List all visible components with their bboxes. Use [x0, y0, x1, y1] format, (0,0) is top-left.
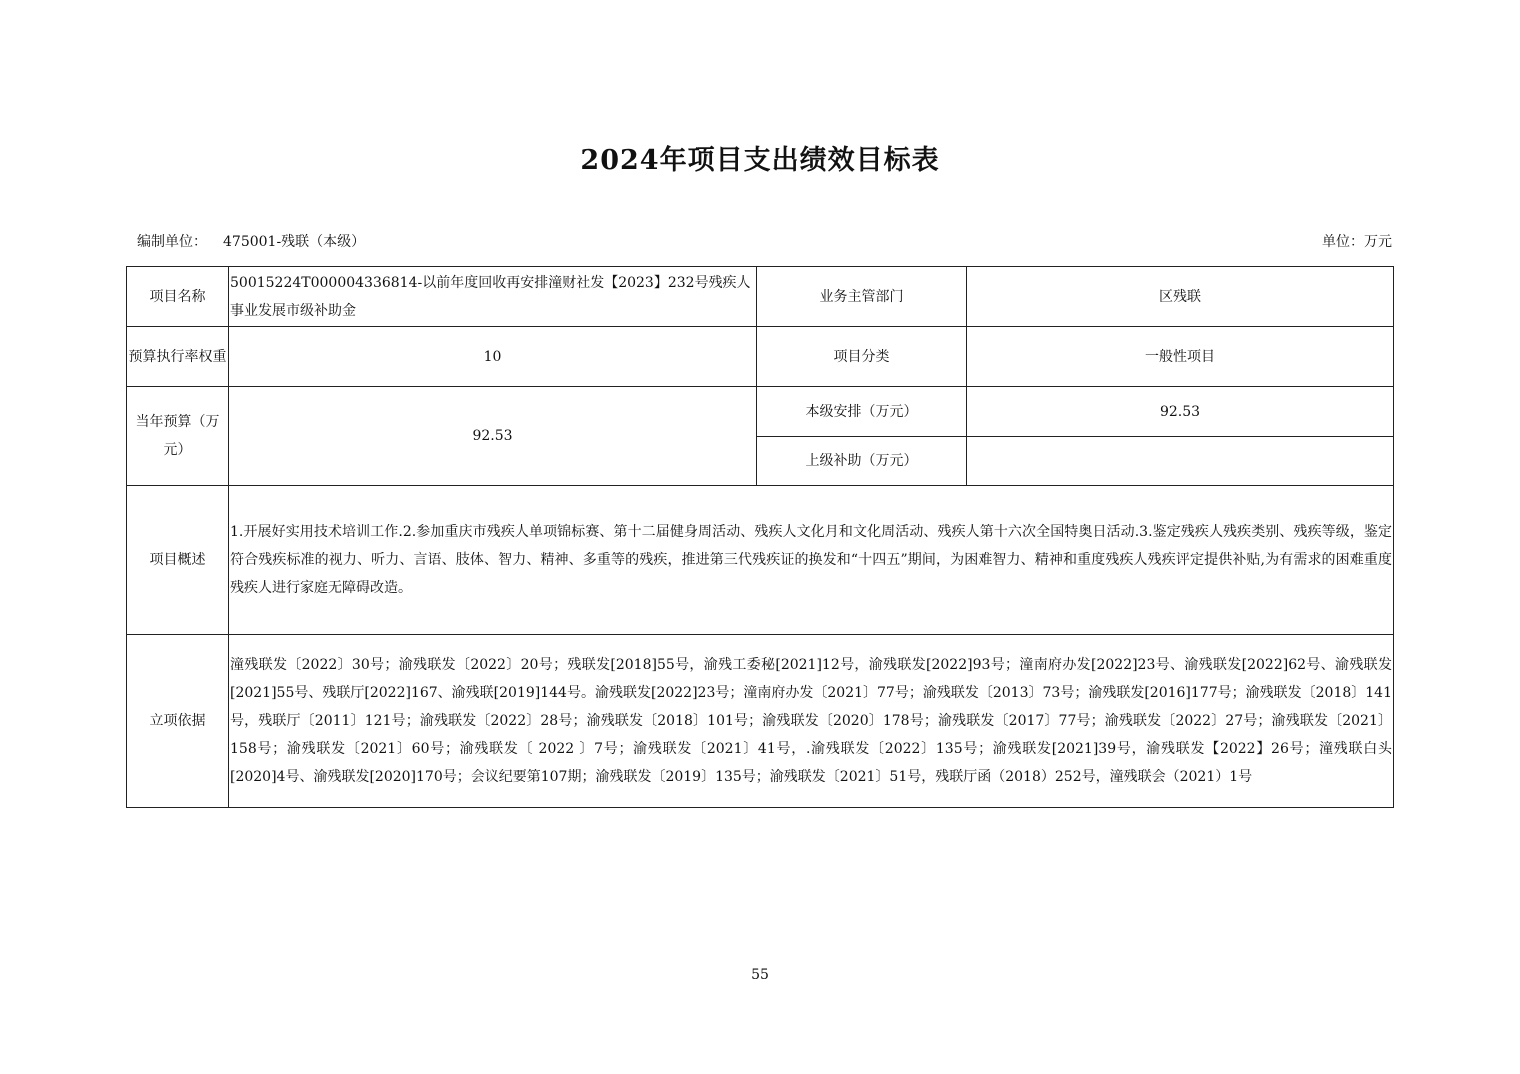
upper-subsidy-value	[967, 437, 1394, 486]
basis-value: 潼残联发〔2022〕30号；渝残联发〔2022〕20号；残联发[2018]55号，渝残工委秘[2021]12号，渝残联发[2022]93号；潼南府办发[2022]23号、渝残联发[2022]62号、渝残联发[2021]55号、残联厅[2022]167、渝残联[2019]144号。渝残联发[2022]23号；潼南府办发〔2021〕77号；渝残联发〔2013〕73号；渝残联发[2016]177号；渝残联发〔2018〕141号，残联厅〔2011〕121号；渝残联发〔2022〕28号；渝残联发〔2018〕101号；渝残联发〔2020〕178号；渝残联发〔2017〕77号；渝残联发〔2022〕27号；渝残联发〔2021〕158号；渝残联发〔2021〕60号；渝残联发〔 2022 〕7号；渝残联发〔2021〕41号，.渝残联发〔2022〕135号；渝残联发[2021]39号，渝残联发【2022】26号；潼残联白头[2020]4号、渝残联发[2020]170号；会议纪要第107期；渝残联发〔2019〕135号；渝残联发〔2021〕51号，残联厅函（2018）252号，潼残联会（2021）1号	[229, 635, 1394, 808]
table-row	[127, 635, 1394, 808]
local-arrangement-label: 本级安排（万元）	[757, 387, 967, 437]
table-row	[127, 486, 1394, 635]
currency-unit: 单位：万元	[1322, 234, 1392, 250]
project-name-label: 项目名称	[127, 267, 229, 327]
table-row	[127, 327, 1394, 387]
compiling-unit-label: 编制单位：	[137, 234, 207, 250]
compiling-unit	[137, 231, 365, 251]
weight-label: 预算执行率权重	[127, 327, 229, 387]
basis-label: 立项依据	[127, 635, 229, 808]
performance-table	[126, 266, 1394, 808]
overview-label: 项目概述	[127, 486, 229, 635]
page-title: 2024年项目支出绩效目标表	[580, 145, 940, 176]
dept-value: 区残联	[967, 267, 1394, 327]
page-number: 55	[751, 967, 769, 983]
local-arrangement-value: 92.53	[967, 387, 1394, 437]
category-label: 项目分类	[757, 327, 967, 387]
compiling-unit-value: 475001-残联（本级）	[223, 234, 366, 250]
overview-value: 1.开展好实用技术培训工作.2.参加重庆市残疾人单项锦标赛、第十二届健身周活动、残疾人文化月和文化周活动、残疾人第十六次全国特奥日活动.3.鉴定残疾人残疾类别、残疾等级，鉴定符合残疾标准的视力、听力、言语、肢体、智力、精神、多重等的残疾，推进第三代残疾证的换发和“十四五”期间，为困难智力、精神和重度残疾人残疾评定提供补贴,为有需求的困难重度残疾人进行家庭无障碍改造。	[229, 486, 1394, 635]
dept-label: 业务主管部门	[757, 267, 967, 327]
project-name-value: 50015224T000004336814-以前年度回收再安排潼财社发【2023】232号残疾人事业发展市级补助金	[229, 267, 757, 327]
table-row	[127, 387, 1394, 437]
weight-value: 10	[229, 327, 757, 387]
budget-label: 当年预算（万元）	[127, 387, 229, 486]
category-value: 一般性项目	[967, 327, 1394, 387]
budget-value: 92.53	[229, 387, 757, 486]
table-row	[127, 267, 1394, 327]
upper-subsidy-label: 上级补助（万元）	[757, 437, 967, 486]
